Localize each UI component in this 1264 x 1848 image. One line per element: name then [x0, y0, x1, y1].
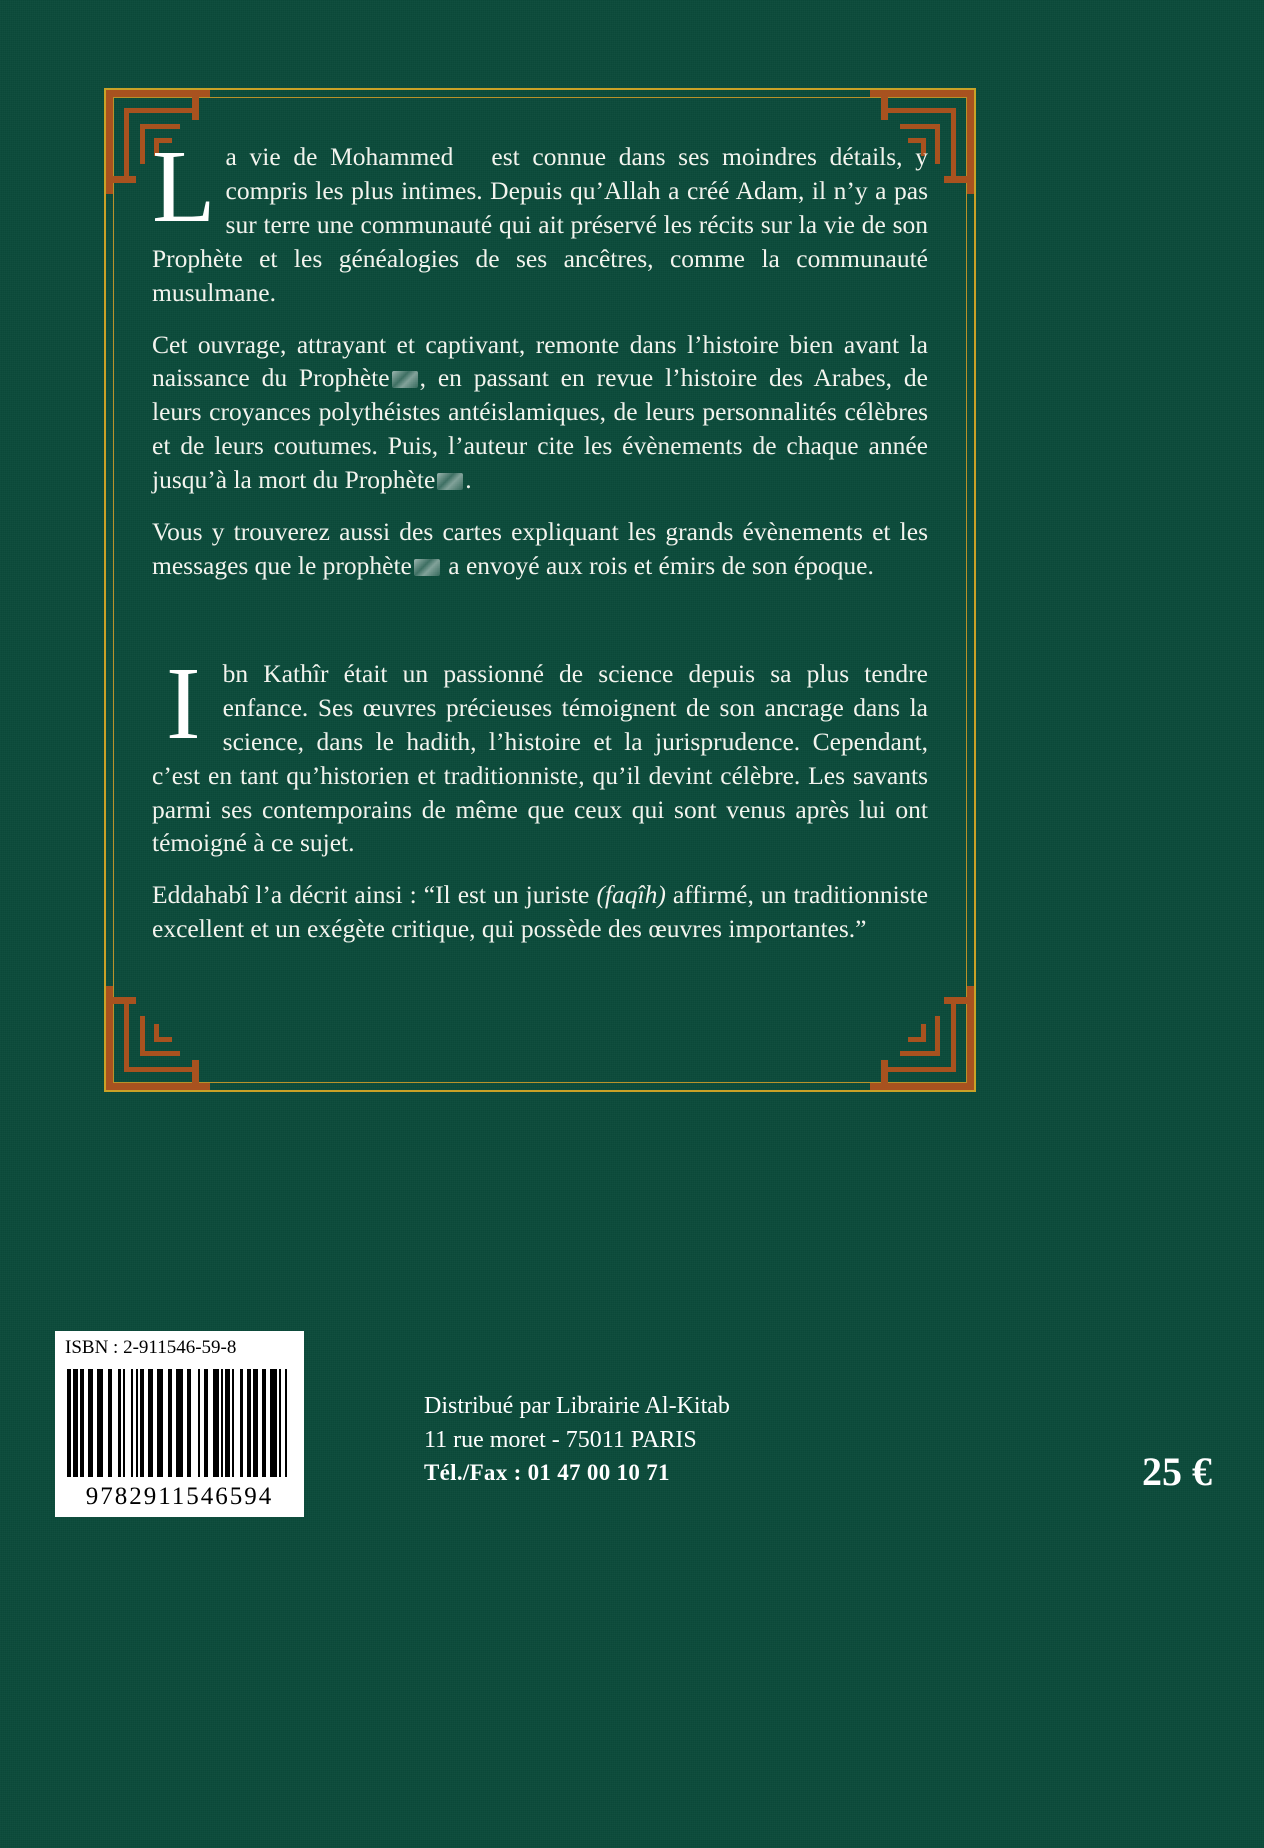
- blurb-paragraph-1: [152, 129, 928, 310]
- corner-ornament-bottom-right: [870, 986, 974, 1090]
- blurb-paragraph-2-text-c: .: [465, 465, 472, 495]
- blurb-paragraph-5: [152, 878, 928, 946]
- publisher-name: Distribué par Librairie Al-Kitab: [424, 1393, 730, 1419]
- corner-ornament-bottom-left: [106, 986, 210, 1090]
- back-cover-blurb: [152, 129, 929, 946]
- barcode-block: [55, 1331, 304, 1517]
- blurb-paragraph-5-text-a: Eddahabî l’a décrit ainsi : “Il est un juriste: [152, 880, 590, 910]
- blurb-paragraph-2-text-b: , en passant en revue l’histoire des Arabes, de leurs croyances polythéistes antéislamiques, de leurs personnalités célèbres et de leurs coutumes. Puis, l’auteur cite les évènements de chaque année jusqu’à la mort du Prophète: [152, 363, 928, 495]
- blurb-paragraph-5-text-b: affirmé, un traditionniste excellent et un exégète critique, qui possède des œuvres importantes.”: [152, 880, 929, 944]
- blurb-paragraph-2-text-a: Cet ouvrage, attrayant et captivant, remonte dans l’histoire bien avant la naissance du Prophète: [152, 329, 928, 393]
- barcode-bars: [67, 1369, 292, 1477]
- publisher-address: 11 rue moret - 75011 PARIS: [424, 1427, 697, 1454]
- dropcap-letter-i: I: [166, 645, 201, 761]
- peace-be-upon-him-icon: [437, 473, 463, 490]
- blurb-paragraph-3-text-b: a envoyé aux rois et émirs de son époque.: [448, 550, 874, 580]
- isbn-label: ISBN : 2-911546-59-8: [65, 1337, 237, 1358]
- publisher-info: [424, 1389, 730, 1490]
- peace-be-upon-him-icon: [392, 371, 418, 388]
- ean-number: 9782911546594: [85, 1483, 274, 1510]
- blurb-paragraph-2: [152, 328, 928, 498]
- peace-be-upon-him-icon: [414, 559, 440, 576]
- section-spacer: [152, 601, 928, 657]
- price-label: 25 €: [1142, 1449, 1212, 1494]
- blurb-paragraph-1-text: a vie de Mohammed est connue dans ses moindres détails, y compris les plus intimes. Depuis qu’Allah a créé Adam, il n’y a pas sur terre une communauté qui ait préservé les récits sur la vie de son Prophète et les généalogies de ses ancêtres, comme la communauté musulmane.: [152, 142, 928, 307]
- blurb-paragraph-3: [152, 515, 928, 583]
- blurb-paragraph-5-italic-term: (faqîh): [596, 880, 666, 910]
- publisher-phone: Tél./Fax : 01 47 00 10 71: [424, 1460, 670, 1486]
- blurb-paragraph-3-text-a: Vous y trouverez aussi des cartes expliquant les grands évènements et les messages que le prophète: [152, 517, 928, 580]
- dropcap-letter-l: L: [152, 129, 216, 244]
- blurb-paragraph-4-text: bn Kathîr était un passionné de science depuis sa plus tendre enfance. Ses œuvres précieuses témoignent de son ancrage dans la science, dans le hadith, l’histoire et la jurisprudence. Cependant, c’est en tant qu’historien et traditionniste, qu’il devint célèbre. Les savants parmi ses contemporains de même que ceux qui sont venus après lui ont témoigné à ce sujet.: [152, 658, 928, 858]
- blurb-paragraph-4: [152, 645, 928, 860]
